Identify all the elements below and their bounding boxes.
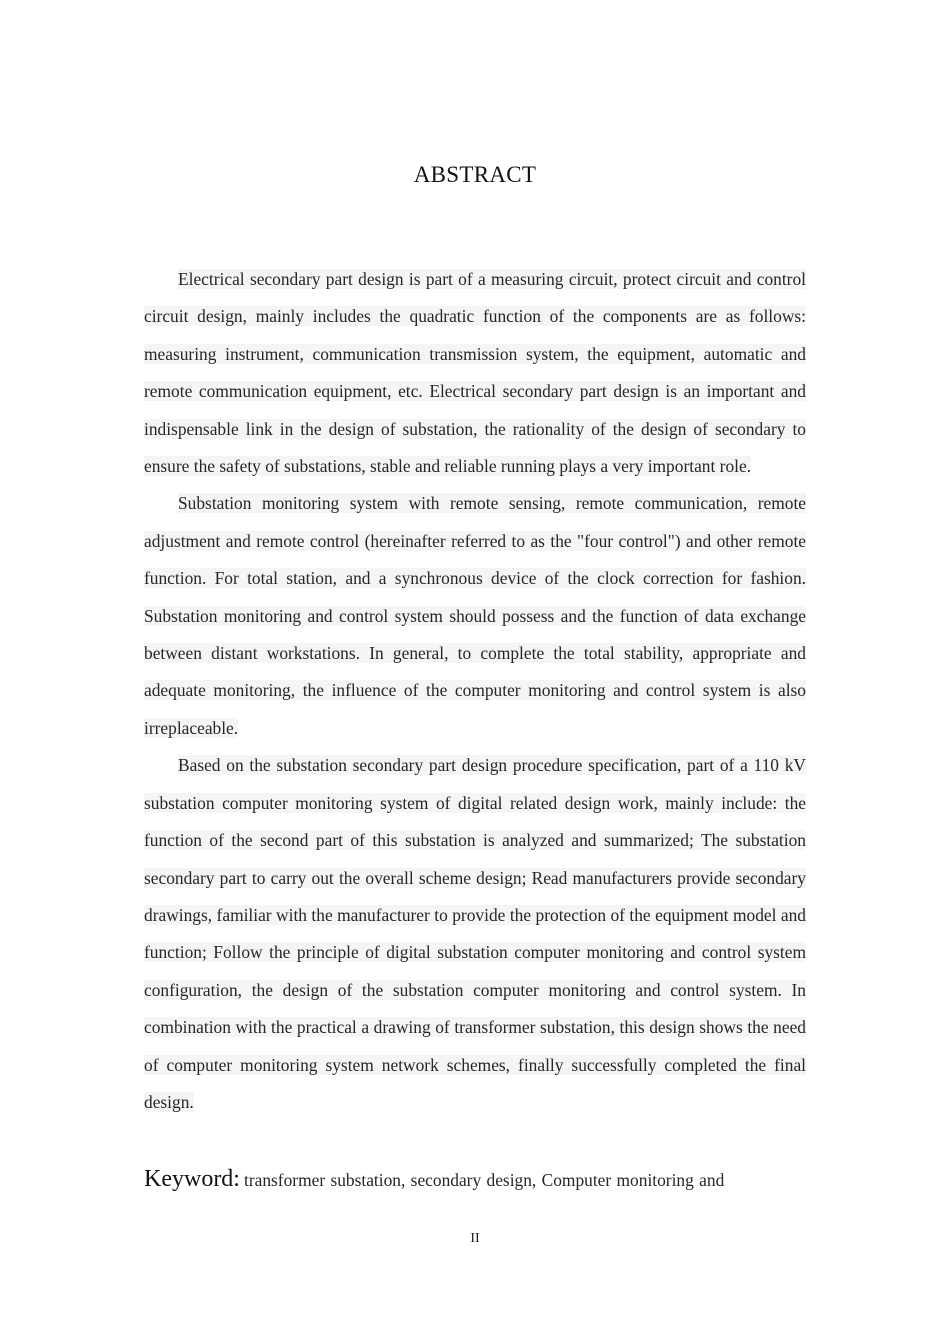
page-title: ABSTRACT xyxy=(413,162,537,187)
page-number: II xyxy=(470,1231,480,1246)
keyword-label: Keyword: xyxy=(144,1166,240,1192)
abstract-body xyxy=(144,261,806,1121)
paragraph-text: Electrical secondary part design is part of a measuring circuit, protect circuit and control circuit design, mainly includes the quadratic function of the components are as follows: measuring instrument, communication transmission system, the equipment, automatic and remote communication equipment, etc. Electrical secondary part design is an important and indispensable link in the design of substation, the rationality of the design of secondary to ensure the safety of substations, stable and reliable running plays a very important role. xyxy=(144,269,806,477)
abstract-paragraph-2 xyxy=(144,485,806,747)
paragraph-text: Substation monitoring system with remote sensing, remote communication, remote adjustment and remote control (hereinafter referred to as the "four control") and other remote function. For total station, and a synchronous device of the clock correction for fashion. Substation monitoring and control system should possess and the function of data exchange between distant workstations. In general, to complete the total stability, appropriate and adequate monitoring, the influence of the computer monitoring and control system is also irreplaceable. xyxy=(144,493,806,738)
keyword-line xyxy=(144,1166,844,1193)
abstract-paragraph-3 xyxy=(144,747,806,1121)
paragraph-text: Based on the substation secondary part design procedure specification, part of a 110 kV substation computer monitoring system of digital related design work, mainly include: the function of the second part of this substation is analyzed and summarized; The substation secondary part to carry out the overall scheme design; Read manufacturers provide secondary drawings, familiar with the manufacturer to provide the protection of the equipment model and function; Follow the principle of digital substation computer monitoring and control system configuration, the design of the substation computer monitoring and control system. In combination with the practical a drawing of transformer substation, this design shows the need of computer monitoring system network schemes, finally successfully completed the final design. xyxy=(144,755,806,1112)
abstract-paragraph-1 xyxy=(144,261,806,485)
keyword-text: transformer substation, secondary design, Computer monitoring and xyxy=(243,1170,725,1190)
